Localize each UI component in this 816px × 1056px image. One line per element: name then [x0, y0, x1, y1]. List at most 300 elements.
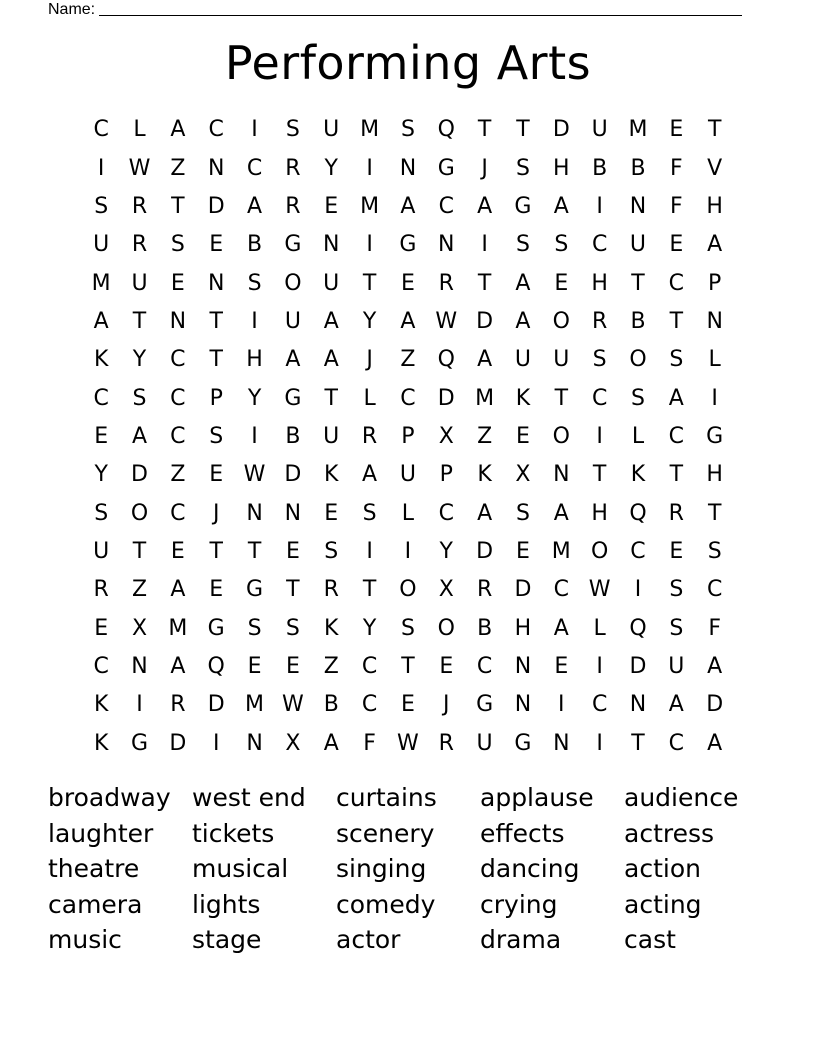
grid-letter[interactable]: O: [130, 500, 149, 526]
word-bank-item: broadway: [48, 783, 171, 812]
grid-letter[interactable]: S: [554, 232, 569, 258]
grid-letter[interactable]: U: [476, 730, 493, 756]
grid-letter[interactable]: H: [246, 347, 263, 373]
grid-letter[interactable]: E: [554, 270, 569, 296]
grid-letter[interactable]: B: [477, 615, 493, 641]
grid-letter[interactable]: B: [630, 308, 646, 334]
grid-letter[interactable]: R: [93, 577, 109, 603]
word-bank-item: dancing: [480, 854, 580, 883]
grid-letter[interactable]: B: [247, 232, 263, 258]
grid-letter[interactable]: V: [707, 155, 723, 181]
grid-letter[interactable]: D: [552, 117, 570, 143]
grid-letter[interactable]: C: [706, 577, 723, 603]
grid-letter[interactable]: O: [399, 577, 417, 603]
grid-letter[interactable]: E: [324, 500, 339, 526]
grid-letter[interactable]: H: [514, 615, 532, 641]
grid-letter[interactable]: D: [706, 692, 724, 718]
grid-letter[interactable]: S: [324, 538, 339, 564]
grid-letter[interactable]: K: [93, 730, 109, 756]
grid-letter[interactable]: S: [285, 615, 300, 641]
grid-letter[interactable]: S: [669, 577, 684, 603]
grid-letter[interactable]: S: [515, 232, 530, 258]
grid-letter[interactable]: A: [400, 193, 416, 219]
grid-letter[interactable]: N: [284, 500, 302, 526]
grid-letter[interactable]: Z: [477, 423, 493, 449]
grid-letter[interactable]: X: [285, 730, 301, 756]
grid-letter[interactable]: T: [362, 270, 377, 296]
grid-letter[interactable]: Z: [131, 577, 148, 603]
grid-letter[interactable]: I: [251, 423, 258, 449]
grid-letter[interactable]: H: [706, 462, 723, 488]
grid-letter[interactable]: E: [400, 270, 415, 296]
grid-letter[interactable]: R: [170, 692, 186, 718]
grid-letter[interactable]: A: [707, 653, 723, 679]
grid-letter[interactable]: E: [247, 653, 262, 679]
grid-letter[interactable]: C: [476, 653, 493, 679]
grid-letter[interactable]: O: [629, 347, 647, 373]
word-bank-item: applause: [480, 783, 594, 812]
word-bank-item: lights: [192, 889, 261, 919]
grid-letter[interactable]: G: [130, 730, 149, 756]
name-label: Name:: [48, 1, 96, 18]
grid-letter[interactable]: K: [477, 462, 492, 488]
grid-letter[interactable]: T: [631, 270, 645, 296]
grid-letter[interactable]: N: [131, 653, 148, 679]
grid-letter[interactable]: N: [553, 730, 570, 756]
grid-letter[interactable]: L: [133, 117, 146, 143]
grid-letter[interactable]: T: [247, 538, 262, 564]
grid-letter[interactable]: I: [136, 692, 143, 718]
grid-letter[interactable]: C: [170, 500, 186, 526]
grid-letter[interactable]: J: [212, 500, 220, 526]
grid-letter[interactable]: N: [323, 232, 340, 258]
grid-letter[interactable]: E: [94, 423, 109, 449]
grid-letter[interactable]: M: [245, 692, 265, 718]
grid-letter[interactable]: I: [596, 730, 603, 756]
grid-letter[interactable]: A: [247, 193, 263, 219]
grid-letter[interactable]: D: [131, 462, 148, 488]
grid-letter[interactable]: O: [590, 538, 609, 564]
grid-letter[interactable]: F: [670, 155, 683, 181]
grid-letter[interactable]: I: [251, 308, 258, 334]
grid-letter[interactable]: Z: [400, 347, 416, 373]
grid-letter[interactable]: U: [323, 270, 340, 296]
grid-letter[interactable]: A: [131, 423, 148, 449]
grid-letter[interactable]: B: [285, 423, 301, 449]
grid-letter[interactable]: O: [552, 423, 570, 449]
grid-letter[interactable]: K: [93, 347, 109, 373]
grid-letter[interactable]: E: [209, 577, 224, 603]
grid-letter[interactable]: Z: [323, 653, 339, 679]
grid-letter[interactable]: D: [437, 385, 455, 411]
grid-letter[interactable]: Q: [437, 117, 455, 143]
grid-letter[interactable]: S: [94, 500, 109, 526]
grid-letter[interactable]: T: [554, 385, 569, 411]
grid-letter[interactable]: F: [708, 615, 721, 641]
grid-letter[interactable]: S: [400, 615, 415, 641]
grid-letter[interactable]: T: [401, 653, 415, 679]
grid-letter[interactable]: A: [323, 730, 339, 756]
name-blank-line[interactable]: [99, 15, 742, 16]
grid-letter[interactable]: T: [707, 117, 722, 143]
grid-letter[interactable]: A: [93, 308, 109, 334]
grid-letter[interactable]: N: [246, 730, 263, 756]
grid-letter[interactable]: J: [366, 347, 373, 373]
grid-letter[interactable]: A: [707, 730, 723, 756]
grid-letter[interactable]: A: [553, 615, 569, 641]
grid-letter[interactable]: D: [476, 538, 494, 564]
grid-letter[interactable]: P: [209, 385, 223, 411]
grid-letter[interactable]: G: [476, 692, 494, 718]
grid-letter[interactable]: G: [437, 155, 455, 181]
grid-letter[interactable]: A: [668, 385, 684, 411]
grid-letter[interactable]: C: [361, 692, 378, 718]
grid-letter[interactable]: F: [363, 730, 376, 756]
grid-letter[interactable]: I: [558, 692, 565, 718]
grid-letter[interactable]: G: [514, 730, 532, 756]
grid-letter[interactable]: S: [669, 615, 684, 641]
grid-letter[interactable]: U: [399, 462, 416, 488]
grid-letter[interactable]: Y: [439, 538, 453, 564]
grid-letter[interactable]: R: [591, 308, 608, 334]
grid-letter[interactable]: J: [481, 155, 488, 181]
grid-letter[interactable]: C: [668, 423, 685, 449]
grid-letter[interactable]: T: [669, 462, 684, 488]
grid-letter[interactable]: D: [476, 308, 494, 334]
grid-letter[interactable]: R: [476, 577, 493, 603]
grid-letter[interactable]: U: [591, 117, 608, 143]
grid-letter[interactable]: W: [282, 692, 304, 718]
grid-letter[interactable]: C: [170, 385, 186, 411]
grid-letter[interactable]: T: [707, 500, 722, 526]
grid-letter[interactable]: K: [515, 385, 531, 411]
grid-letter[interactable]: E: [209, 462, 224, 488]
grid-letter[interactable]: A: [477, 347, 493, 373]
grid-letter[interactable]: J: [443, 692, 450, 718]
grid-letter[interactable]: T: [669, 308, 684, 334]
grid-letter[interactable]: N: [629, 193, 647, 219]
grid-letter[interactable]: S: [247, 270, 262, 296]
grid-letter[interactable]: U: [514, 347, 531, 373]
grid-letter[interactable]: U: [131, 270, 148, 296]
grid-letter[interactable]: Y: [362, 615, 377, 641]
grid-letter[interactable]: Q: [629, 500, 647, 526]
grid-letter[interactable]: H: [706, 193, 723, 219]
grid-letter[interactable]: T: [132, 538, 147, 564]
grid-letter[interactable]: W: [128, 155, 151, 181]
grid-letter[interactable]: N: [514, 653, 532, 679]
grid-letter[interactable]: T: [324, 385, 338, 411]
grid-letter[interactable]: I: [596, 653, 603, 679]
grid-letter[interactable]: R: [285, 155, 301, 181]
grid-letter[interactable]: T: [477, 270, 492, 296]
grid-letter[interactable]: U: [668, 653, 685, 679]
grid-letter[interactable]: N: [706, 308, 723, 334]
grid-letter[interactable]: C: [438, 193, 454, 219]
grid-letter[interactable]: Z: [170, 462, 186, 488]
grid-letter[interactable]: L: [708, 347, 721, 373]
grid-letter[interactable]: M: [91, 270, 111, 296]
grid-letter[interactable]: E: [94, 615, 109, 641]
grid-letter[interactable]: S: [285, 117, 300, 143]
grid-letter[interactable]: E: [400, 692, 415, 718]
grid-letter[interactable]: U: [93, 538, 110, 564]
grid-letter[interactable]: M: [360, 117, 380, 143]
grid-letter[interactable]: S: [132, 385, 147, 411]
grid-letter[interactable]: Y: [132, 347, 147, 373]
grid-letter[interactable]: B: [592, 155, 608, 181]
grid-letter[interactable]: S: [707, 538, 722, 564]
grid-letter[interactable]: S: [247, 615, 262, 641]
grid-letter[interactable]: W: [588, 577, 611, 603]
grid-letter[interactable]: A: [362, 462, 378, 488]
grid-letter[interactable]: C: [93, 653, 109, 679]
grid-letter[interactable]: U: [93, 232, 110, 258]
grid-letter[interactable]: C: [208, 117, 224, 143]
grid-letter[interactable]: R: [323, 577, 339, 603]
grid-letter[interactable]: T: [132, 308, 147, 334]
grid-letter[interactable]: D: [514, 577, 532, 603]
grid-letter[interactable]: G: [706, 423, 724, 449]
grid-letter[interactable]: R: [131, 193, 148, 219]
grid-letter[interactable]: E: [285, 538, 300, 564]
grid-letter[interactable]: T: [516, 117, 530, 143]
grid-letter[interactable]: T: [631, 730, 645, 756]
grid-letter[interactable]: L: [363, 385, 376, 411]
grid-letter[interactable]: Q: [629, 615, 647, 641]
grid-letter[interactable]: N: [553, 462, 570, 488]
grid-letter[interactable]: R: [438, 270, 454, 296]
grid-letter[interactable]: W: [397, 730, 419, 756]
grid-letter[interactable]: E: [170, 538, 185, 564]
grid-letter[interactable]: T: [286, 577, 300, 603]
grid-letter[interactable]: E: [516, 538, 530, 564]
grid-letter[interactable]: M: [168, 615, 188, 641]
grid-letter[interactable]: Z: [170, 155, 186, 181]
grid-letter[interactable]: S: [592, 347, 607, 373]
grid-letter[interactable]: S: [515, 500, 530, 526]
grid-letter[interactable]: W: [243, 462, 266, 488]
grid-letter[interactable]: C: [93, 117, 109, 143]
grid-letter[interactable]: A: [707, 232, 723, 258]
grid-letter[interactable]: R: [668, 500, 684, 526]
grid-letter[interactable]: L: [401, 500, 415, 526]
grid-letter[interactable]: E: [516, 423, 530, 449]
grid-letter[interactable]: M: [628, 117, 648, 143]
grid-letter[interactable]: C: [400, 385, 416, 411]
grid-letter[interactable]: Y: [362, 308, 377, 334]
grid-letter[interactable]: C: [591, 692, 608, 718]
grid-letter[interactable]: G: [284, 385, 302, 411]
grid-letter[interactable]: S: [669, 347, 684, 373]
grid-letter[interactable]: N: [514, 692, 532, 718]
grid-letter[interactable]: S: [362, 500, 377, 526]
grid-letter[interactable]: Y: [324, 155, 338, 181]
grid-letter[interactable]: S: [170, 232, 185, 258]
grid-letter[interactable]: Y: [94, 462, 108, 488]
grid-letter[interactable]: X: [438, 577, 454, 603]
grid-letter[interactable]: M: [551, 538, 571, 564]
grid-letter[interactable]: E: [170, 270, 185, 296]
grid-letter[interactable]: I: [404, 538, 412, 564]
grid-letter[interactable]: C: [591, 385, 608, 411]
word-bank-item: curtains: [336, 783, 437, 812]
grid-letter[interactable]: T: [362, 577, 377, 603]
grid-letter[interactable]: F: [670, 193, 683, 219]
grid-letter[interactable]: I: [596, 423, 603, 449]
grid-letter[interactable]: I: [97, 155, 105, 181]
grid-letter[interactable]: E: [324, 193, 339, 219]
grid-letter[interactable]: N: [399, 155, 417, 181]
grid-letter[interactable]: S: [400, 117, 415, 143]
grid-letter[interactable]: I: [212, 730, 220, 756]
grid-letter[interactable]: H: [591, 500, 608, 526]
grid-letter[interactable]: G: [246, 577, 264, 603]
grid-letter[interactable]: A: [515, 270, 531, 296]
grid-letter[interactable]: A: [515, 308, 531, 334]
grid-letter[interactable]: X: [131, 615, 148, 641]
grid-letter[interactable]: T: [171, 193, 185, 219]
grid-letter[interactable]: K: [93, 692, 109, 718]
grid-letter[interactable]: A: [170, 577, 186, 603]
grid-letter[interactable]: A: [323, 347, 339, 373]
grid-letter[interactable]: D: [207, 692, 225, 718]
grid-letter[interactable]: A: [170, 653, 186, 679]
grid-letter[interactable]: N: [207, 270, 225, 296]
grid-letter[interactable]: E: [669, 232, 684, 258]
grid-letter[interactable]: C: [668, 270, 685, 296]
grid-letter[interactable]: P: [401, 423, 415, 449]
grid-letter[interactable]: O: [437, 615, 455, 641]
grid-letter[interactable]: C: [553, 577, 569, 603]
grid-letter[interactable]: I: [711, 385, 718, 411]
grid-letter[interactable]: S: [631, 385, 645, 411]
grid-letter[interactable]: G: [284, 232, 302, 258]
grid-letter[interactable]: I: [366, 232, 373, 258]
grid-letter[interactable]: A: [553, 193, 569, 219]
grid-letter[interactable]: E: [285, 653, 300, 679]
grid-letter[interactable]: C: [630, 538, 646, 564]
grid-letter[interactable]: N: [438, 232, 455, 258]
grid-letter[interactable]: T: [592, 462, 607, 488]
grid-letter[interactable]: I: [366, 155, 373, 181]
grid-letter[interactable]: G: [207, 615, 225, 641]
grid-letter[interactable]: C: [438, 500, 454, 526]
grid-letter[interactable]: C: [93, 385, 109, 411]
word-bank-item: comedy: [336, 889, 436, 919]
grid-letter[interactable]: E: [554, 653, 569, 679]
grid-letter[interactable]: D: [629, 653, 647, 679]
grid-letter[interactable]: E: [209, 232, 224, 258]
grid-letter[interactable]: U: [629, 232, 647, 258]
grid-letter[interactable]: E: [669, 117, 684, 143]
grid-letter[interactable]: C: [591, 232, 608, 258]
grid-letter[interactable]: N: [169, 308, 187, 334]
grid-letter[interactable]: Q: [207, 653, 225, 679]
grid-letter[interactable]: T: [209, 538, 223, 564]
word-bank-item: actress: [624, 818, 715, 848]
grid-letter[interactable]: O: [552, 308, 570, 334]
grid-letter[interactable]: R: [285, 193, 301, 219]
grid-letter[interactable]: I: [596, 193, 603, 219]
grid-letter[interactable]: M: [360, 193, 380, 219]
grid-letter[interactable]: I: [481, 232, 488, 258]
grid-letter[interactable]: T: [209, 308, 223, 334]
grid-letter[interactable]: A: [477, 500, 493, 526]
grid-letter[interactable]: G: [514, 193, 532, 219]
grid-letter[interactable]: I: [634, 577, 642, 603]
grid-letter[interactable]: W: [435, 308, 458, 334]
grid-letter[interactable]: Y: [247, 385, 262, 411]
grid-letter[interactable]: H: [553, 155, 570, 181]
grid-letter[interactable]: H: [591, 270, 608, 296]
grid-letter[interactable]: C: [246, 155, 263, 181]
grid-letter[interactable]: D: [284, 462, 302, 488]
grid-letter[interactable]: R: [131, 232, 148, 258]
grid-letter[interactable]: Q: [437, 347, 455, 373]
grid-letter[interactable]: A: [170, 117, 186, 143]
grid-letter[interactable]: A: [323, 308, 339, 334]
grid-letter[interactable]: O: [284, 270, 302, 296]
grid-letter[interactable]: L: [631, 423, 645, 449]
grid-letter[interactable]: X: [515, 462, 531, 488]
grid-letter[interactable]: P: [439, 462, 453, 488]
grid-letter[interactable]: K: [324, 462, 339, 488]
grid-letter[interactable]: L: [593, 615, 606, 641]
grid-letter[interactable]: A: [477, 193, 493, 219]
grid-letter[interactable]: S: [515, 155, 530, 181]
grid-letter[interactable]: X: [438, 423, 454, 449]
grid-letter[interactable]: I: [366, 538, 373, 564]
grid-letter[interactable]: N: [207, 155, 225, 181]
grid-letter[interactable]: A: [553, 500, 569, 526]
grid-letter[interactable]: G: [399, 232, 417, 258]
grid-letter[interactable]: C: [668, 730, 685, 756]
grid-letter[interactable]: E: [439, 653, 454, 679]
grid-letter[interactable]: U: [284, 308, 301, 334]
grid-letter[interactable]: C: [361, 653, 378, 679]
grid-letter[interactable]: M: [475, 385, 495, 411]
grid-letter[interactable]: U: [553, 347, 570, 373]
grid-letter[interactable]: K: [324, 615, 339, 641]
grid-letter[interactable]: B: [630, 155, 646, 181]
grid-letter[interactable]: D: [207, 193, 225, 219]
grid-letter[interactable]: R: [361, 423, 378, 449]
grid-letter[interactable]: U: [323, 423, 340, 449]
grid-letter[interactable]: T: [477, 117, 492, 143]
word-bank-item: acting: [624, 889, 702, 919]
grid-letter[interactable]: S: [209, 423, 224, 449]
grid-letter[interactable]: C: [170, 423, 186, 449]
grid-letter[interactable]: R: [438, 730, 454, 756]
grid-letter[interactable]: C: [170, 347, 186, 373]
grid-letter[interactable]: I: [251, 117, 258, 143]
grid-letter[interactable]: K: [630, 462, 646, 488]
grid-letter[interactable]: T: [209, 347, 223, 373]
grid-letter[interactable]: A: [285, 347, 301, 373]
grid-letter[interactable]: E: [669, 538, 684, 564]
grid-letter[interactable]: A: [668, 692, 684, 718]
grid-letter[interactable]: N: [629, 692, 647, 718]
word-bank-item: effects: [480, 818, 565, 848]
grid-letter[interactable]: D: [169, 730, 187, 756]
grid-letter[interactable]: S: [94, 193, 109, 219]
grid-letter[interactable]: P: [708, 270, 722, 296]
grid-letter[interactable]: B: [323, 692, 339, 718]
grid-letter[interactable]: N: [246, 500, 263, 526]
grid-letter[interactable]: U: [323, 117, 340, 143]
grid-letter[interactable]: A: [400, 308, 416, 334]
